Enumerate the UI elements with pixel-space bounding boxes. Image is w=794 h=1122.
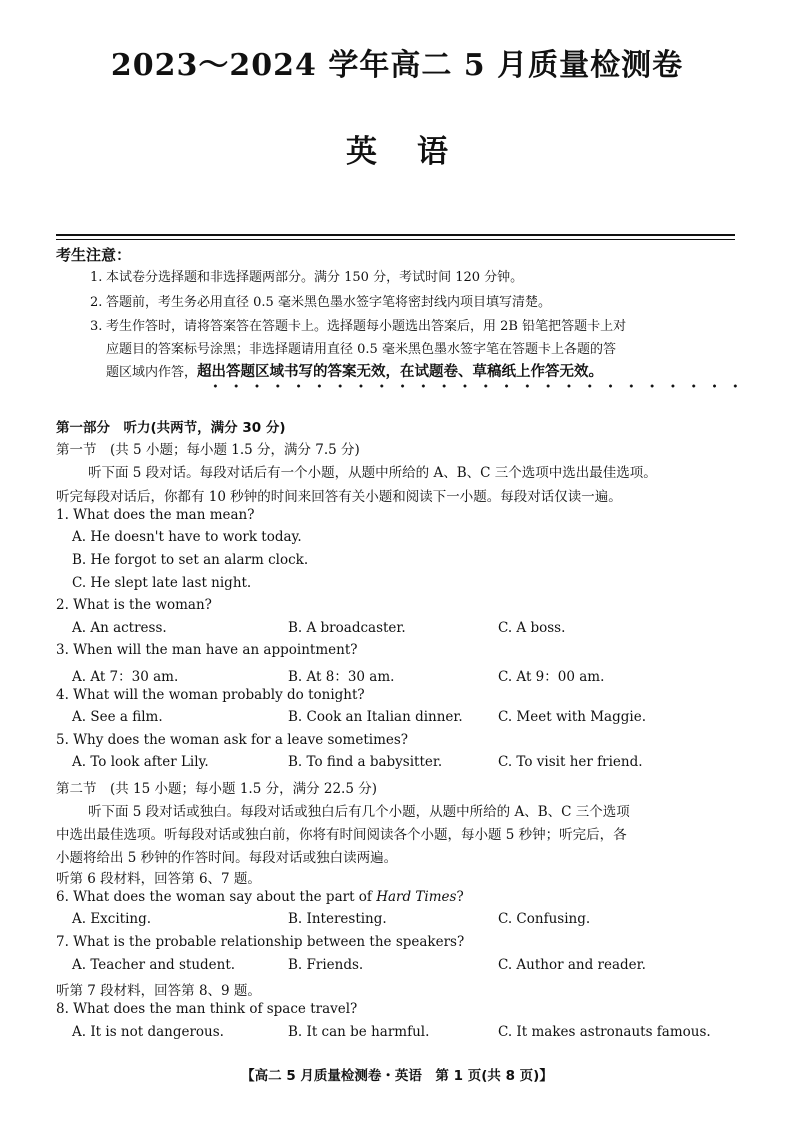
notice-number: 2.: [90, 295, 103, 310]
section1-title: 第一节 (共 5 小题；每小题 1.5 分，满分 7.5 分): [56, 442, 360, 458]
section1-instruction-2: 听完每段对话后，你都有 10 秒钟的时间来回答有关小题和阅读下一小题。每段对话仅读一遍。: [56, 489, 622, 505]
option-8a: A. It is not dangerous.: [72, 1024, 224, 1040]
option-5c: C. To visit her friend.: [498, 754, 643, 770]
question-6: [56, 889, 464, 905]
notice-warning: 超出答题区域书写的答案无效，在试题卷、草稿纸上作答无效。: [197, 364, 604, 380]
section1-instruction-1: 听下面 5 段对话。每段对话后有一个小题，从题中所给的 A、B、C 三个选项中选出最佳选项。: [88, 465, 657, 481]
book-title: Hard Times: [376, 889, 457, 905]
option-8c: C. It makes astronauts famous.: [498, 1024, 711, 1040]
section2-title: 第二节 (共 15 小题；每小题 1.5 分，满分 22.5 分): [56, 781, 377, 797]
option-2b: B. A broadcaster.: [288, 620, 406, 636]
question-7: 7. What is the probable relationship between the speakers?: [56, 934, 465, 950]
notice-number: 1.: [90, 270, 103, 285]
question-6-text: 6. What does the woman say about the part of: [56, 889, 377, 905]
option-3a: A. At 7：30 am.: [72, 669, 179, 685]
option-3b: B. At 8：30 am.: [288, 669, 395, 685]
option-2c: C. A boss.: [498, 620, 566, 636]
option-4a: A. See a film.: [72, 709, 163, 725]
section2-instruction-1: 听下面 5 段对话或独白。每段对话或独白后有几个小题，从题中所给的 A、B、C 三个选项: [88, 804, 630, 820]
option-1b: B. He forgot to set an alarm clock.: [72, 552, 309, 568]
exam-title: 2023～2024 学年高二 5 月质量检测卷: [110, 48, 684, 83]
option-1c: C. He slept late last night.: [72, 575, 252, 591]
option-4c: C. Meet with Maggie.: [498, 709, 646, 725]
question-mark: ?: [456, 889, 464, 905]
notice-text-plain: 题区域内作答，: [106, 365, 198, 380]
emphasis-dots: [205, 382, 745, 390]
material-6-note: 听第 6 段材料，回答第 6、7 题。: [56, 871, 261, 887]
option-7a: A. Teacher and student.: [72, 957, 236, 973]
section2-instruction-2: 中选出最佳选项。听每段对话或独白前，你将有时间阅读各个小题，每小题 5 秒钟；听完后，各: [56, 827, 627, 843]
header-rule-thin: [56, 239, 735, 240]
option-6b: B. Interesting.: [288, 911, 387, 927]
notice-text-line1: 考生作答时，请将答案答在答题卡上。选择题每小题选出答案后，用 2B 铅笔把答题卡上对: [106, 319, 627, 334]
part1-title: 第一部分 听力(共两节，满分 30 分): [56, 420, 286, 436]
question-8: 8. What does the man think of space travel?: [56, 1001, 358, 1017]
notice-text: 答题前，考生务必用直径 0.5 毫米黑色墨水签字笔将密封线内项目填写清楚。: [106, 295, 551, 310]
option-6c: C. Confusing.: [498, 911, 591, 927]
option-8b: B. It can be harmful.: [288, 1024, 430, 1040]
question-3: 3. When will the man have an appointment?: [56, 642, 358, 658]
notice-item-1: [90, 266, 740, 289]
subject-title: 英语: [346, 134, 488, 170]
option-6a: A. Exciting.: [72, 911, 152, 927]
option-3c: C. At 9：00 am.: [498, 669, 605, 685]
option-7b: B. Friends.: [288, 957, 364, 973]
question-2: 2. What is the woman?: [56, 597, 212, 613]
option-7c: C. Author and reader.: [498, 957, 646, 973]
notice-text-line3: [90, 361, 740, 384]
notice-item-2: [90, 291, 740, 314]
section2-instruction-3: 小题将给出 5 秒钟的作答时间。每段对话或独白读两遍。: [56, 850, 398, 866]
notice-text: 本试卷分选择题和非选择题两部分。满分 150 分，考试时间 120 分钟。: [106, 270, 524, 285]
notice-item-3: [90, 315, 740, 384]
question-1: 1. What does the man mean?: [56, 507, 255, 523]
option-1a: A. He doesn't have to work today.: [72, 529, 302, 545]
option-5b: B. To find a babysitter.: [288, 754, 443, 770]
question-4: 4. What will the woman probably do tonight?: [56, 687, 365, 703]
option-4b: B. Cook an Italian dinner.: [288, 709, 463, 725]
question-5: 5. Why does the woman ask for a leave sometimes?: [56, 732, 409, 748]
material-7-note: 听第 7 段材料，回答第 8、9 题。: [56, 983, 261, 999]
page-footer: 【高二 5 月质量检测卷・英语 第 1 页(共 8 页)】: [241, 1068, 553, 1084]
option-5a: A. To look after Lily.: [72, 754, 209, 770]
option-2a: A. An actress.: [72, 620, 167, 636]
header-rule-thick: [56, 234, 735, 236]
notice-text-line2: 应题目的答案标号涂黑；非选择题请用直径 0.5 毫米黑色墨水签字笔在答题卡上各题的答: [106, 342, 616, 357]
notice-heading: 考生注意：: [56, 246, 132, 264]
notice-number: 3.: [90, 319, 103, 334]
